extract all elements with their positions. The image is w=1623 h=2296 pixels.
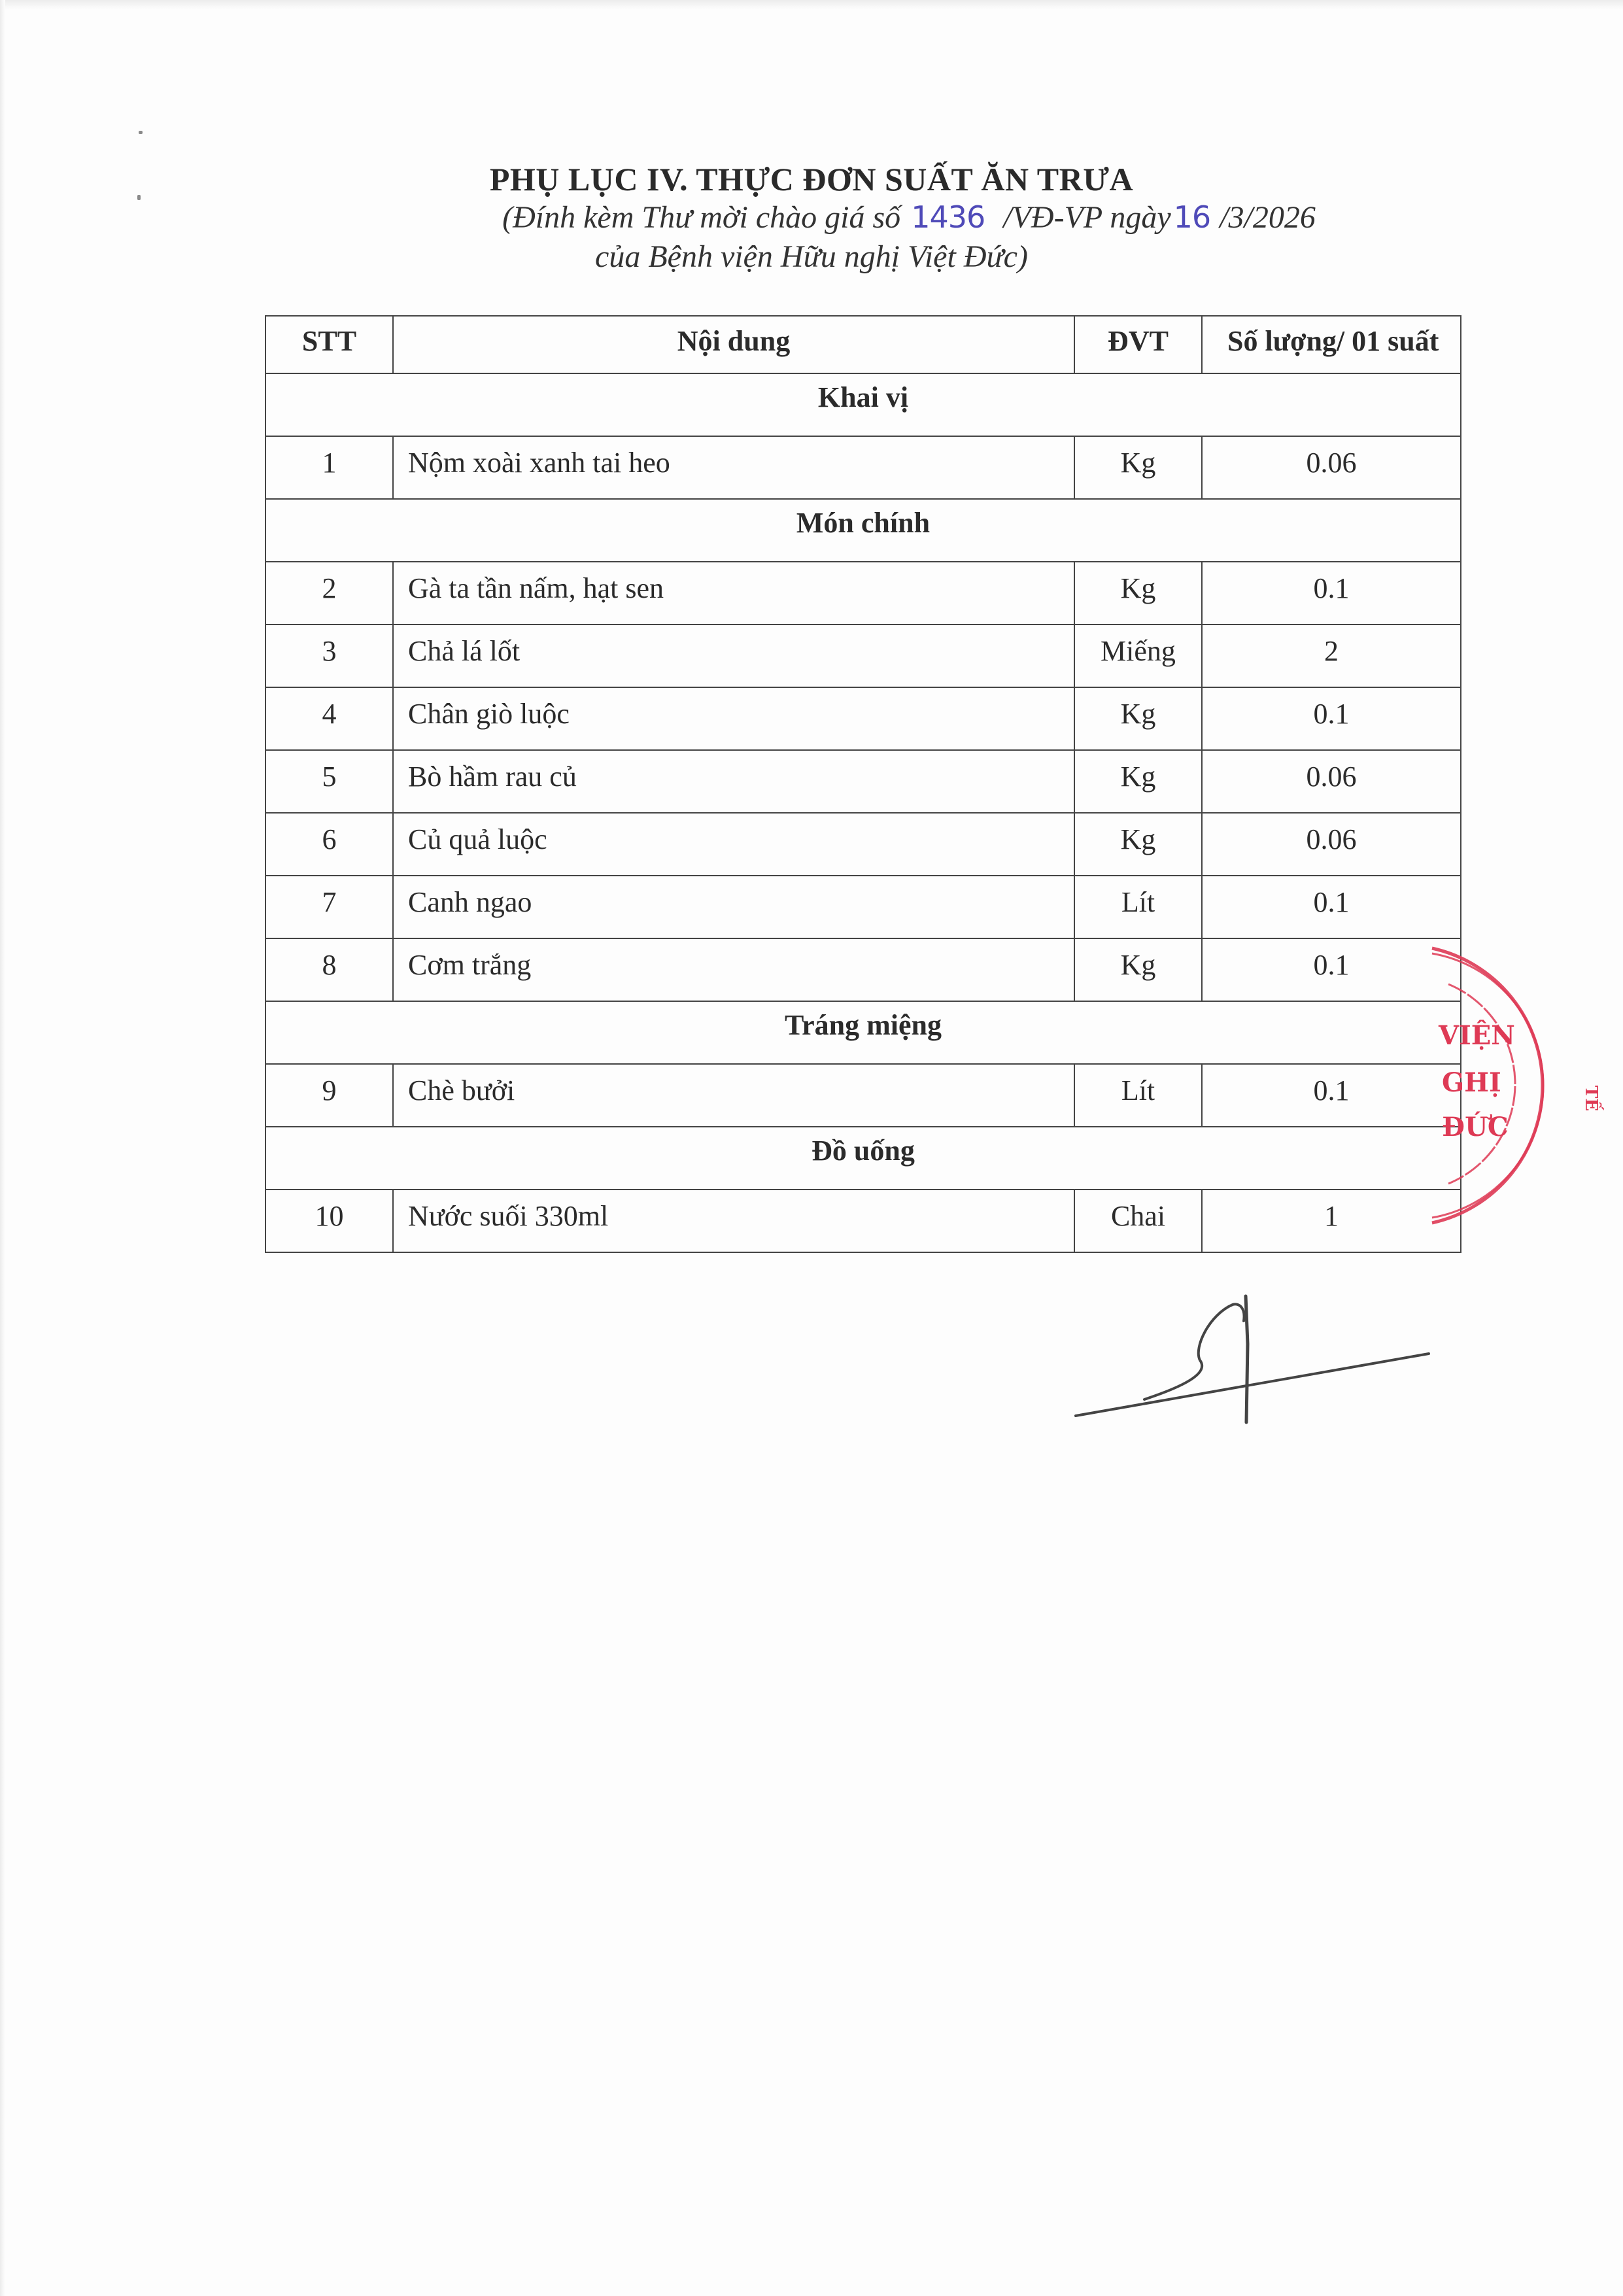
cell-unit: Kg xyxy=(1074,436,1202,499)
cell-stt: 6 xyxy=(265,813,393,876)
section-row xyxy=(265,499,1461,562)
table-row xyxy=(265,687,1461,750)
cell-quantity: 0.1 xyxy=(1202,1064,1461,1127)
cell-unit: Lít xyxy=(1074,876,1202,938)
cell-dish-name: Củ quả luộc xyxy=(393,813,1074,876)
table-row xyxy=(265,750,1461,813)
table-row xyxy=(265,436,1461,499)
header-quantity: Số lượng/ 01 suất xyxy=(1202,316,1461,373)
table-row xyxy=(265,562,1461,625)
cell-dish-name: Cơm trắng xyxy=(393,938,1074,1001)
section-title: Tráng miệng xyxy=(265,1001,1461,1064)
stamp-line-2: GHỊ xyxy=(1442,1067,1501,1098)
cell-stt: 2 xyxy=(265,562,393,625)
scan-speck xyxy=(139,131,143,134)
table-row xyxy=(265,876,1461,938)
section-row xyxy=(265,1001,1461,1064)
signature-stroke xyxy=(1144,1304,1244,1399)
cell-quantity: 2 xyxy=(1202,625,1461,687)
cell-quantity: 1 xyxy=(1202,1190,1461,1252)
cell-quantity: 0.06 xyxy=(1202,436,1461,499)
cell-quantity: 0.1 xyxy=(1202,938,1461,1001)
handwritten-document-number: 1436 xyxy=(911,199,985,235)
subtitle-middle: /VĐ-VP ngày xyxy=(1003,200,1171,235)
cell-stt: 8 xyxy=(265,938,393,1001)
cell-quantity: 0.06 xyxy=(1202,750,1461,813)
cell-unit: Kg xyxy=(1074,938,1202,1001)
handwritten-day: 16 xyxy=(1173,199,1211,235)
cell-dish-name: Canh ngao xyxy=(393,876,1074,938)
table-row xyxy=(265,1190,1461,1252)
header-unit: ĐVT xyxy=(1074,316,1202,373)
subtitle-prefix: (Đính kèm Thư mời chào giá số xyxy=(502,200,901,235)
cell-dish-name: Nộm xoài xanh tai heo xyxy=(393,436,1074,499)
stamp-ring-text: TẾ xyxy=(1581,1086,1601,1112)
section-row xyxy=(265,1127,1461,1190)
cell-stt: 7 xyxy=(265,876,393,938)
signature-stroke xyxy=(1246,1296,1248,1422)
signature-stroke xyxy=(1076,1354,1429,1416)
cell-stt: 1 xyxy=(265,436,393,499)
signature xyxy=(1072,1282,1439,1426)
cell-unit: Chai xyxy=(1074,1190,1202,1252)
cell-unit: Kg xyxy=(1074,687,1202,750)
cell-dish-name: Chân giò luộc xyxy=(393,687,1074,750)
table-row xyxy=(265,813,1461,876)
cell-stt: 3 xyxy=(265,625,393,687)
cell-stt: 5 xyxy=(265,750,393,813)
section-title: Món chính xyxy=(265,499,1461,562)
cell-unit: Kg xyxy=(1074,813,1202,876)
document-subtitle-line2: của Bệnh viện Hữu nghị Việt Đức) xyxy=(595,239,1028,274)
cell-quantity: 0.1 xyxy=(1202,562,1461,625)
cell-unit: Miếng xyxy=(1074,625,1202,687)
cell-dish-name: Nước suối 330ml xyxy=(393,1190,1074,1252)
cell-unit: Kg xyxy=(1074,562,1202,625)
table-row xyxy=(265,938,1461,1001)
cell-stt: 4 xyxy=(265,687,393,750)
header-stt: STT xyxy=(265,316,393,373)
cell-quantity: 0.06 xyxy=(1202,813,1461,876)
cell-dish-name: Chè bưởi xyxy=(393,1064,1074,1127)
document-subtitle xyxy=(451,199,1367,235)
section-title: Khai vị xyxy=(265,373,1461,436)
cell-dish-name: Bò hầm rau củ xyxy=(393,750,1074,813)
scan-edge xyxy=(0,0,1623,9)
menu-body xyxy=(265,373,1461,1252)
menu-table xyxy=(265,315,1461,1253)
cell-stt: 10 xyxy=(265,1190,393,1252)
cell-unit: Kg xyxy=(1074,750,1202,813)
cell-dish-name: Chả lá lốt xyxy=(393,625,1074,687)
cell-unit: Lít xyxy=(1074,1064,1202,1127)
table-row xyxy=(265,625,1461,687)
header-name: Nội dung xyxy=(393,316,1074,373)
cell-stt: 9 xyxy=(265,1064,393,1127)
stamp-line-3: ĐỨC xyxy=(1442,1112,1509,1142)
scan-edge xyxy=(0,0,5,2296)
section-title: Đồ uống xyxy=(265,1127,1461,1190)
table-header-row xyxy=(265,316,1461,373)
cell-quantity: 0.1 xyxy=(1202,687,1461,750)
cell-dish-name: Gà ta tần nấm, hạt sen xyxy=(393,562,1074,625)
cell-quantity: 0.1 xyxy=(1202,876,1461,938)
stamp-line-1: VIỆN xyxy=(1439,1020,1515,1051)
subtitle-suffix: /3/2026 xyxy=(1220,200,1316,235)
document-title: PHỤ LỤC IV. THỰC ĐƠN SUẤT ĂN TRƯA xyxy=(489,161,1134,197)
section-row xyxy=(265,373,1461,436)
table-row xyxy=(265,1064,1461,1127)
